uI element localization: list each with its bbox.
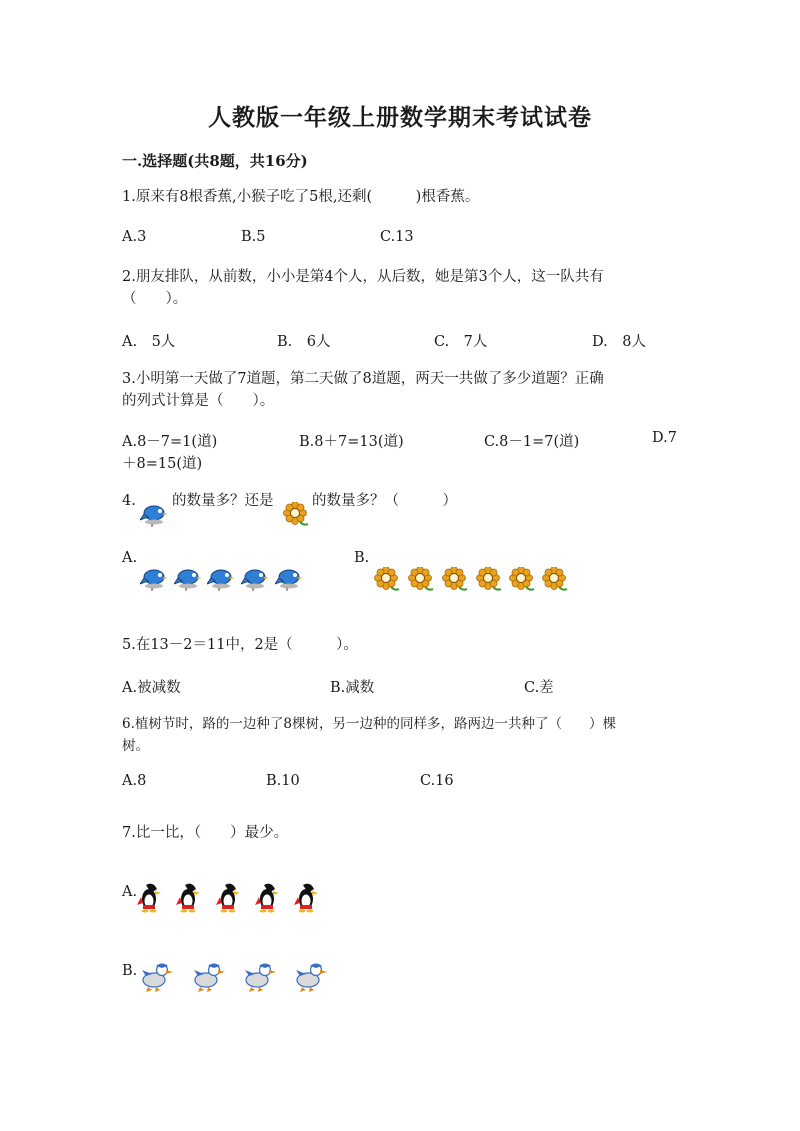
page-title: 人教版一年级上册数学期末考试试卷 [208, 104, 592, 131]
sunflower-icon [407, 567, 435, 593]
question-3-line1: 3.小明第一天做了7道题，第二天做了8道题，两天一共做了多少道题？正确 [122, 371, 604, 387]
bird-icon [174, 566, 204, 592]
q6-option-c[interactable]: C.16 [420, 773, 454, 789]
bird-icon [207, 566, 237, 592]
q7-option-a[interactable]: A. [122, 884, 138, 900]
q3-option-c[interactable]: C.8－1=7(道) [484, 434, 580, 450]
bird-icon [140, 566, 170, 592]
sunflower-icon [282, 502, 310, 528]
duck-icon [243, 962, 279, 994]
bird-icon [275, 566, 305, 592]
q5-option-c[interactable]: C.差 [524, 680, 554, 696]
penguin-icon [255, 883, 281, 915]
penguin-icon [216, 883, 242, 915]
sunflower-icon [373, 567, 401, 593]
question-4-text-2: 的数量多？（ ） [312, 493, 457, 509]
duck-icon [140, 962, 176, 994]
q3-option-d[interactable]: D.7 [652, 430, 677, 446]
q6-option-a[interactable]: A.8 [122, 773, 147, 789]
q5-option-b[interactable]: B.减数 [330, 680, 375, 696]
q2-option-a[interactable]: A. 5人 [122, 334, 176, 350]
section-heading: 一.选择题(共8题，共16分) [122, 152, 308, 170]
q1-option-c[interactable]: C.13 [380, 229, 414, 245]
question-4-number: 4. [122, 493, 136, 509]
question-1: 1.原来有8根香蕉,小猴子吃了5根,还剩( )根香蕉。 [122, 189, 480, 205]
duck-icon [294, 962, 330, 994]
q1-option-b[interactable]: B.5 [241, 229, 266, 245]
q2-option-d[interactable]: D. 8人 [592, 334, 646, 350]
bird-icon [140, 502, 170, 528]
q7-option-b[interactable]: B. [122, 963, 138, 979]
question-4-text-1: 的数量多？还是 [172, 493, 274, 509]
q5-option-a[interactable]: A.被减数 [122, 680, 181, 696]
question-5: 5.在13－2＝11中，2是（ ）。 [122, 637, 358, 653]
q4-option-b[interactable]: B. [354, 550, 370, 566]
penguin-icon [176, 883, 202, 915]
q1-option-a[interactable]: A.3 [122, 229, 147, 245]
question-2-line1: 2.朋友排队，从前数，小小是第4个人，从后数，她是第3个人，这一队共有 [122, 269, 604, 285]
penguin-icon [137, 883, 163, 915]
question-3-line2: 的列式计算是（ ）。 [122, 393, 275, 409]
q2-option-c[interactable]: C. 7人 [434, 334, 488, 350]
q3-option-d-continued: ＋8=15(道) [122, 456, 203, 472]
sunflower-icon [475, 567, 503, 593]
q3-option-a[interactable]: A.8－7=1(道) [122, 434, 218, 450]
question-7: 7.比一比，（ ）最少。 [122, 825, 289, 841]
sunflower-icon [508, 567, 536, 593]
q3-option-b[interactable]: B.8＋7=13(道) [299, 434, 404, 450]
duck-icon [192, 962, 228, 994]
question-6-line1: 6.植树节时，路的一边种了8棵树，另一边种的同样多，路两边一共种了（ ）棵 [122, 716, 616, 732]
q4-option-a[interactable]: A. [122, 550, 138, 566]
q2-option-b[interactable]: B. 6人 [277, 334, 331, 350]
sunflower-icon [541, 567, 569, 593]
q6-option-b[interactable]: B.10 [266, 773, 300, 789]
question-2-line2: （ ）。 [122, 291, 188, 307]
sunflower-icon [441, 567, 469, 593]
bird-icon [241, 566, 271, 592]
question-6-line2: 树。 [122, 738, 149, 754]
penguin-icon [294, 883, 320, 915]
